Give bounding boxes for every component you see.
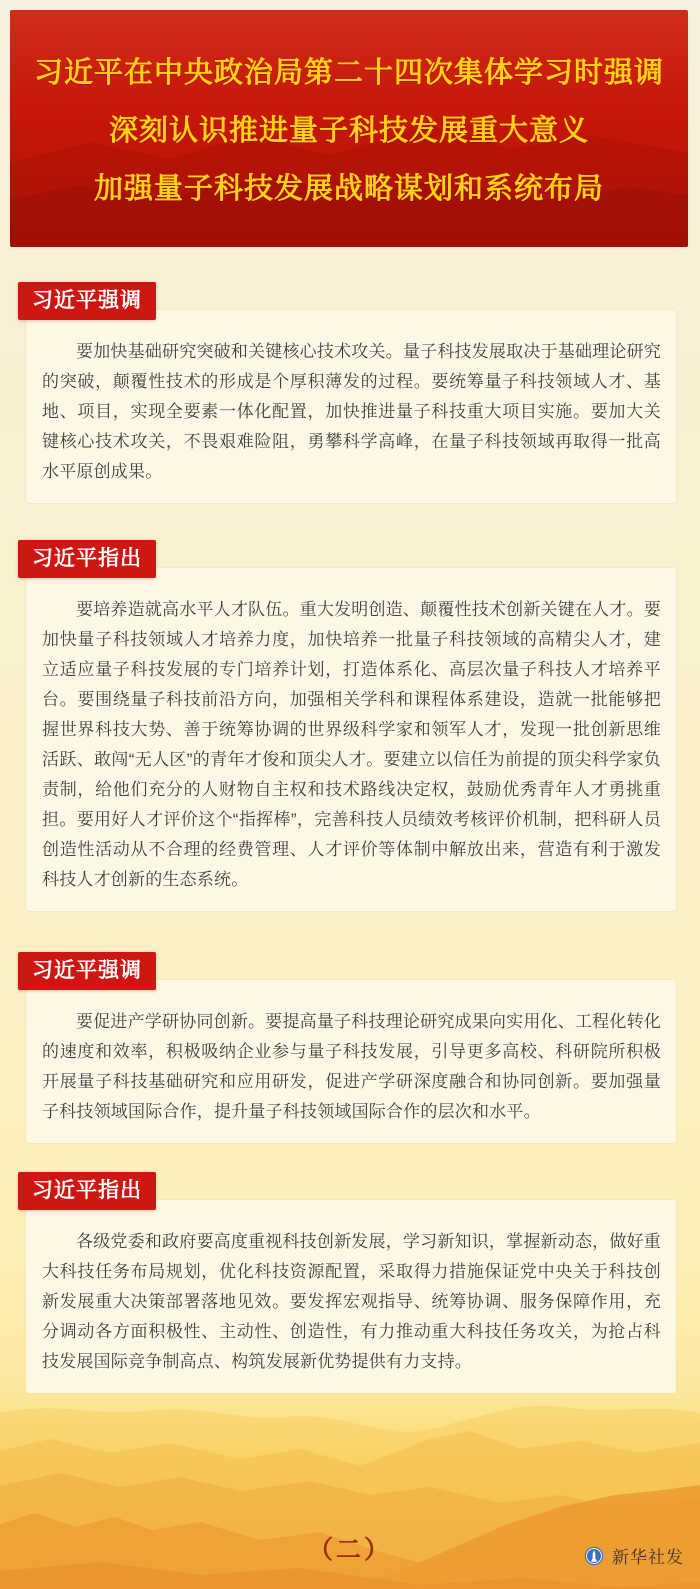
quote-panel: [26, 980, 676, 1143]
banner-title-block: [10, 10, 688, 247]
quote-panel: [26, 310, 676, 503]
banner-title-line-2: 深刻认识推进量子科技发展重大意义: [108, 115, 589, 147]
quote-section-3: [26, 959, 676, 1143]
speaker-badge: 习近平强调: [18, 952, 156, 990]
news-agency-credit: [584, 1543, 684, 1568]
quote-body: 要加快基础研究突破和关键核心技术攻关。量子科技发展取决于基础理论研究的突破，颠覆性技术的形成是个厚积薄发的过程。要统筹量子科技领域人才、基地、项目，实现全要素一体化配置，加快推进量子科技重大项目实施。要加大关键核心技术攻关，不畏艰难险阻，勇攀科学高峰，在量子科技领域再取得一批高水平原创成果。: [42, 342, 661, 481]
title-banner: [10, 10, 688, 247]
banner-title-line-1: 习近平在中央政治局第二十四次集体学习时强调: [33, 57, 664, 89]
speaker-badge: 习近平强调: [18, 282, 156, 320]
xinhua-emblem-icon: [584, 1546, 604, 1566]
quote-section-1: [26, 289, 676, 503]
quote-panel: [26, 1200, 676, 1393]
page-number: （二）: [307, 1536, 392, 1564]
quote-section-2: [26, 547, 676, 911]
banner-title-line-3: 加强量子科技发展战略谋划和系统布局: [93, 173, 604, 205]
credit-label: 新华社发: [612, 1548, 684, 1567]
quote-body: 要培养造就高水平人才队伍。重大发明创造、颠覆性技术创新关键在人才。要加快量子科技领域人才培养力度，加快培养一批量子科技领域的高精尖人才，建立适应量子科技发展的专门培养计划，打造体系化、高层次量子科技人才培养平台。要围绕量子科技前沿方向，加强相关学科和课程体系建设，造就一批能够把握世界科技大势、善于统筹协调的世界级科学家和领军人才，发现一批创新思维活跃、敢闯“无人区”的青年才俊和顶尖人才。要建立以信任为前提的顶尖科学家负责制，给他们充分的人财物自主权和技术路线决定权，鼓励优秀青年人才勇挑重担。要用好人才评价这个“指挥棒”，完善科技人员绩效考核评价机制，把科研人员创造性活动从不合理的经费管理、人才评价等体制中解放出来，营造有利于激发科技人才创新的生态系统。: [42, 600, 661, 889]
quote-body: 要促进产学研协同创新。要提高量子科技理论研究成果向实用化、工程化转化的速度和效率，积极吸纳企业参与量子科技发展，引导更多高校、科研院所积极开展量子科技基础研究和应用研发，促进产学研深度融合和协同创新。要加强量子科技领域国际合作，提升量子科技领域国际合作的层次和水平。: [42, 1012, 661, 1121]
speaker-badge: 习近平指出: [18, 540, 156, 578]
speaker-badge: 习近平指出: [18, 1172, 156, 1210]
quote-panel: [26, 568, 676, 911]
quote-section-4: [26, 1179, 676, 1393]
quote-body: 各级党委和政府要高度重视科技创新发展，学习新知识，掌握新动态，做好重大科技任务布局规划，优化科技资源配置，采取得力措施保证党中央关于科技创新发展重大决策部署落地见效。要发挥宏观指导、统筹协调、服务保障作用，充分调动各方面积极性、主动性、创造性，有力推动重大科技任务攻关，为抢占科技发展国际竞争制高点、构筑发展新优势提供有力支持。: [42, 1232, 661, 1371]
